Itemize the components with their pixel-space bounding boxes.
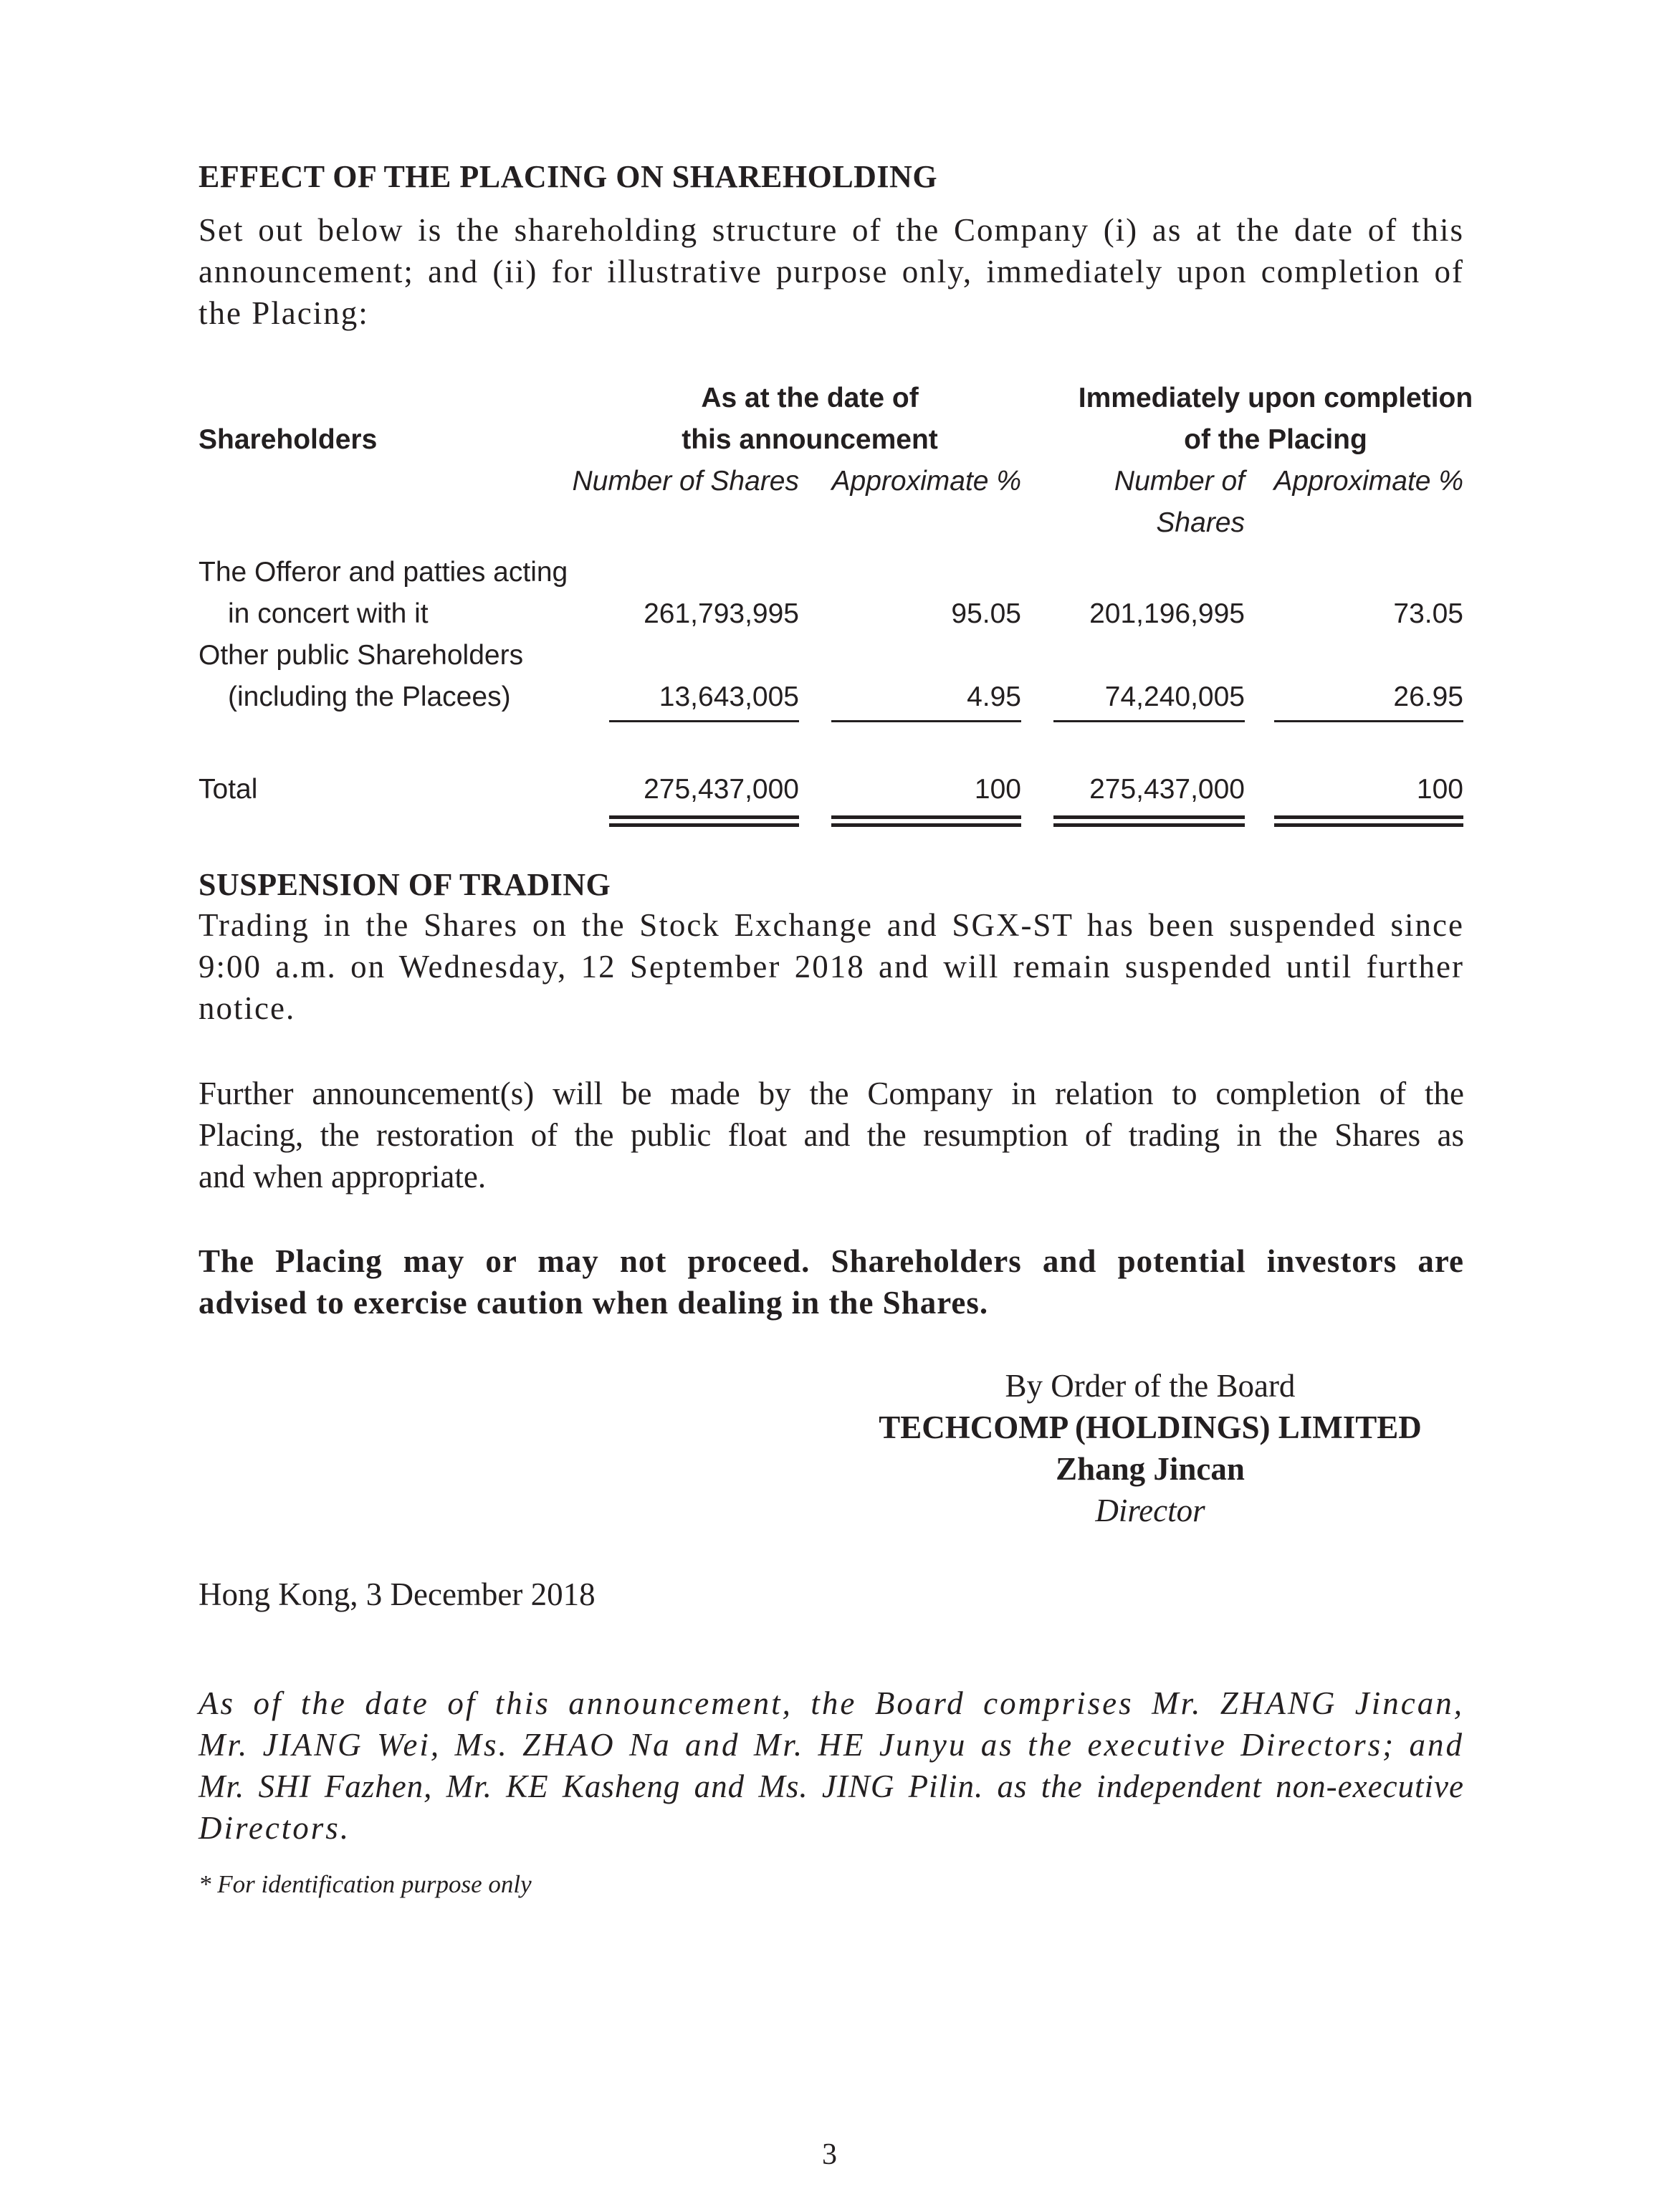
subheader-approx-pct-current: Approximate % [831,466,1021,497]
section-heading-effect: EFFECT OF THE PLACING ON SHAREHOLDING [199,159,938,194]
shareholding-table [0,0,1659,860]
signatory-name: Zhang Jincan [1056,1451,1245,1487]
subtotal-rule [831,720,1021,722]
intro-line: the Placing: [199,295,369,331]
row-label-offeror-line2: in concert with it [228,598,429,629]
cell-offeror-shares-completion: 201,196,995 [1089,598,1245,629]
suspension-line: Trading in the Shares on the Stock Exchange and SGX-ST has been suspended since [199,907,1464,943]
further-announcement-paragraph [199,1073,1464,1197]
board-composition [199,1682,1464,1849]
total-double-rule [1274,815,1463,827]
further-line: Placing, the restoration of the public float and the resumption of trading in the Shares as [199,1117,1464,1153]
cell-total-shares-completion: 275,437,000 [1089,774,1245,805]
further-line: Further announcement(s) will be made by the Company in relation to completion of the [199,1076,1464,1111]
row-label-total: Total [199,774,258,805]
intro-line: Set out below is the shareholding structure of the Company (i) as at the date of this [199,212,1464,248]
subtotal-rule [1053,720,1245,722]
group-header-current-line2: this announcement [682,424,938,455]
cell-offeror-shares-current: 261,793,995 [644,598,799,629]
subheader-number-of-shares-completion: Number of Shares [1114,466,1245,538]
cell-offeror-pct-completion: 73.05 [1393,598,1463,629]
total-double-rule [1053,815,1245,827]
cell-public-pct-current: 4.95 [967,681,1021,712]
warning-line: advised to exercise caution when dealing in the Shares. [199,1285,989,1321]
by-order-line: By Order of the Board [1005,1368,1296,1404]
subtotal-rule [609,720,799,722]
row-label-public-line1: Other public Shareholders [199,640,524,671]
group-header-completion-line1: Immediately upon completion [1078,383,1473,413]
group-header-completion-line2: of the Placing [1184,424,1367,455]
board-line: As of the date of this announcement, the Board comprises Mr. ZHANG Jincan, [199,1685,1464,1721]
signature-block [828,1365,1473,1531]
footnote: * For identification purpose only [199,1870,532,1898]
subheader-approx-pct-completion: Approximate % [1273,466,1463,497]
total-double-rule [831,815,1021,827]
board-line: Mr. SHI Fazhen, Mr. KE Kasheng and Ms. JING Pilin. as the independent non-executive [199,1768,1464,1804]
suspension-paragraph [199,904,1464,1029]
cell-public-shares-current: 13,643,005 [659,681,799,712]
board-line: Mr. JIANG Wei, Ms. ZHAO Na and Mr. HE Junyu as the executive Directors; and [199,1727,1464,1763]
section-heading-suspension: SUSPENSION OF TRADING [199,867,611,902]
signatory-title: Director [1095,1493,1205,1528]
page-number: 3 [822,2138,837,2171]
column-header-shareholders: Shareholders [199,424,378,455]
group-header-current-line1: As at the date of [701,383,919,413]
intro-line: announcement; and (ii) for illustrative purpose only, immediately upon completion of [199,254,1464,289]
warning-line: The Placing may or may not proceed. Shareholders and potential investors are [199,1243,1464,1279]
board-line: Directors. [199,1810,351,1846]
cell-public-shares-completion: 74,240,005 [1104,681,1245,712]
cell-offeror-pct-current: 95.05 [951,598,1021,629]
company-name: TECHCOMP (HOLDINGS) LIMITED [879,1409,1422,1445]
cell-total-pct-completion: 100 [1416,774,1463,805]
total-double-rule [609,815,799,827]
further-line: and when appropriate. [199,1159,487,1194]
subheader-number-of-shares-current: Number of Shares [572,466,799,497]
caution-warning [199,1240,1464,1323]
row-label-offeror-line1: The Offeror and patties acting [199,557,568,588]
cell-total-pct-current: 100 [974,774,1021,805]
subtotal-rule [1274,720,1463,722]
row-label-public-line2: (including the Placees) [228,681,511,712]
suspension-line: notice. [199,990,296,1026]
place-date: Hong Kong, 3 December 2018 [199,1576,596,1612]
suspension-line: 9:00 a.m. on Wednesday, 12 September 2018 and will remain suspended until further [199,949,1464,985]
cell-public-pct-completion: 26.95 [1393,681,1463,712]
cell-total-shares-current: 275,437,000 [644,774,799,805]
